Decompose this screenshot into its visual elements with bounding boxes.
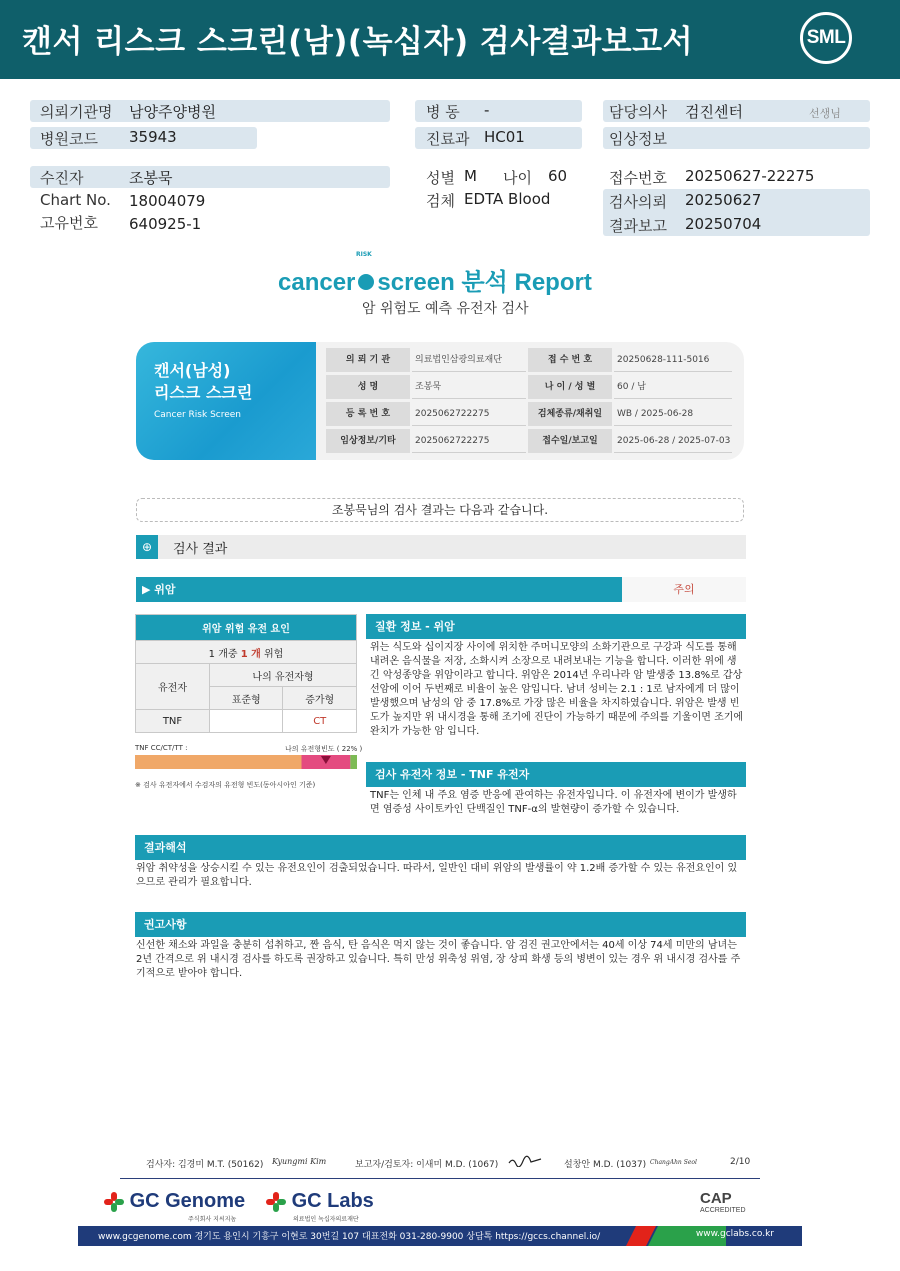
chart-value: 18004079: [129, 192, 206, 210]
freq-segment: [135, 755, 302, 769]
card-label: 등 록 번 호: [326, 402, 410, 426]
chart-label: Chart No.: [40, 191, 111, 209]
doctor-suffix: 선생님: [809, 107, 841, 120]
hospital-code-value: 35943: [129, 128, 177, 146]
recommendation-title: 권고사항: [135, 912, 746, 937]
request-value: 20250627: [685, 191, 762, 209]
page-number: 2/10: [730, 1157, 751, 1167]
tester-signature: Kyungmi Kim: [272, 1157, 327, 1166]
reporter-signature: [507, 1155, 543, 1167]
gene-name: TNF: [136, 710, 210, 733]
gc-genome-sub: 주식회사 지씨지놈: [188, 1216, 237, 1223]
age-value: 60: [548, 167, 568, 185]
card-value: WB / 2025-06-28: [614, 402, 732, 426]
gene-info-title: 검사 유전자 정보 - TNF 유전자: [366, 762, 746, 787]
clinical-label: 임상정보: [609, 130, 667, 148]
status-badge: 주의: [622, 577, 746, 602]
brand-subtitle: 암 위험도 예측 유전자 검사: [362, 301, 529, 317]
risk-count-total: 1 개중: [208, 648, 238, 660]
specimen-value: EDTA Blood: [464, 190, 551, 208]
card-value: 20250628-111-5016: [614, 348, 732, 372]
freq-segment: [350, 755, 357, 769]
report-header: [0, 0, 900, 79]
specimen-label: 검체: [426, 192, 455, 210]
footer-bar: [78, 1226, 802, 1246]
approver-signature: ChangAhn Seol: [650, 1159, 697, 1166]
card-subtitle: Cancer Risk Screen: [154, 410, 242, 420]
normal-header: 표준형: [210, 687, 283, 710]
gc-cross-icon: [266, 1192, 286, 1212]
gene-info-text: TNF는 인체 내 주요 염증 반응에 관여하는 유전자입니다. 이 유전자에 변이가 발생하면 염증성 사이토카인 단백질인 TNF-α의 발현량이 증가할 수 있습니다.: [370, 790, 737, 815]
increased-header: 증가형: [283, 687, 357, 710]
footer-address: www.gcgenome.com 경기도 용인시 기흥구 이현로 30번길 107 대표전화 031-280-9900 상담톡 https://gccs.channel.io/: [98, 1232, 601, 1242]
risk-factor-table: [135, 614, 357, 733]
doctor-label: 담당의사: [609, 103, 667, 121]
card-label: 임상정보/기타: [326, 429, 410, 453]
cap-logo: [700, 1190, 746, 1214]
sml-logo: SML: [800, 12, 852, 64]
ward-label: 병 동: [426, 103, 460, 121]
my-freq-label: 나의 유전형빈도 ( 22% ): [285, 745, 363, 753]
hospital-code-label: 병원코드: [40, 130, 98, 148]
card-label: 성 명: [326, 375, 410, 399]
card-label: 접수일/보고일: [528, 429, 612, 453]
card-title: [154, 360, 252, 404]
recommendation-text: 신선한 채소와 과일을 충분히 섭취하고, 짠 음식, 탄 음식은 먹지 않는 것이 좋습니다. 암 검진 권고안에서는 40세 이상 74세 미만의 남녀는 2년 간격으로 위 내시경 검사를 하도록 권장하고 있습니다. 특히 만성 위축성 위염, 장 상피 화생 등의 병변이 있는 경우 위 내시경 검사를 주기적으로 받아야 합니다.: [136, 940, 741, 979]
card-value: 2025062722275: [412, 402, 526, 426]
my-genotype-header: 나의 유전자형: [210, 664, 357, 687]
sex-label: 성별: [426, 169, 455, 187]
card-value: 의료법인삼광의료재단: [412, 348, 526, 372]
gc-genome-logo: [104, 1190, 245, 1213]
footer-site[interactable]: www.gclabs.co.kr: [695, 1229, 774, 1239]
info-card: [136, 342, 744, 460]
gene-col-header: 유전자: [136, 664, 210, 710]
card-banner: [136, 342, 316, 460]
section-header: [136, 535, 746, 559]
intro-text: 조봉묵님의 검사 결과는 다음과 같습니다.: [136, 498, 744, 522]
normal-value: [210, 710, 283, 733]
card-value: 조봉묵: [412, 375, 526, 399]
receipt-label: 접수번호: [609, 169, 667, 187]
report-title: 캔서 리스크 스크린(남)(녹십자) 검사결과보고서: [22, 24, 694, 60]
brand-report: 분석 Report: [461, 269, 592, 296]
brand-screen: screen: [377, 269, 455, 296]
brand-cancer: cancer: [278, 269, 356, 296]
tester: 검사자: 김경미 M.T. (50162): [146, 1160, 264, 1170]
stomach-cancer-bar: ▶ 위암: [136, 577, 622, 602]
report-label: 결과보고: [609, 217, 667, 235]
receipt-value: 20250627-22275: [685, 167, 815, 185]
institution-label: 의뢰기관명: [40, 103, 113, 121]
card-label: 의 뢰 기 관: [326, 348, 410, 372]
footer-divider: [120, 1178, 760, 1179]
cap-sub: ACCREDITED: [700, 1207, 746, 1214]
examinee-label: 수진자: [40, 169, 84, 187]
interpretation-text: 위암 취약성을 상승시킬 수 있는 유전요인이 검출되었습니다. 따라서, 일반인 대비 위암의 발생률이 약 1.2배 증가할 수 있는 유전요인이 있으므로 관리가 필요합니다.: [136, 863, 738, 888]
approver: 설창안 M.D. (1037): [564, 1160, 647, 1170]
cancer-screen-logo: [278, 262, 592, 297]
ward-value: -: [484, 101, 490, 119]
gc-genome-text: GC Genome: [129, 1190, 246, 1212]
card-value: 2025062722275: [412, 429, 526, 453]
report-value: 20250704: [685, 215, 762, 233]
gc-cross-icon: [104, 1192, 124, 1212]
card-value: 2025-06-28 / 2025-07-03: [614, 429, 732, 453]
interpretation-title: 결과해석: [135, 835, 746, 860]
gc-labs-text: GC Labs: [291, 1190, 374, 1212]
examinee-value: 조봉묵: [129, 169, 173, 187]
genotype-frequency-bar: [135, 755, 357, 769]
cap-text: CAP: [700, 1190, 732, 1207]
risk-table-header: 위암 위험 유전 요인: [136, 615, 357, 641]
disease-info-text: 위는 식도와 십이지장 사이에 위치한 주머니모양의 소화기관으로 구강과 식도를 통해 내려온 음식물을 저장, 소화시켜 소장으로 내려보내는 기능을 합니다. 이러한 위에 생긴 악성종양을 위암이라고 합니다. 위암은 2014년 우리나라 암 발생중 13.8%로 갑상선암에 이어 두번째로 비율이 높은 암입니다. 남녀 성비는 2.1 : 1로 남자에게 더 많이 발생했으며 남성의 암 중 17.8%로 가장 많은 비율을 차지하였습니다. 위암은 발생 빈도가 높지만 위 내시경을 통해 조기에 진단이 가능하기 때문에 주의를 기울이면 조기에 완치가 가능한 암 입니다.: [370, 642, 744, 737]
doctor-value: 검진센터: [685, 103, 743, 121]
dept-label: 진료과: [426, 130, 470, 148]
risk-count-hit: 1 개: [240, 648, 261, 660]
section-title: 검사 결과: [173, 542, 228, 557]
institution-value: 남양주양병원: [129, 103, 216, 121]
card-value: 60 / 남: [614, 375, 732, 399]
sex-value: M: [464, 167, 477, 185]
examinee-row-bg: [30, 166, 390, 188]
gc-labs-sub: 의료법인 녹십자의료재단: [293, 1216, 359, 1223]
gc-labs-logo: [266, 1190, 374, 1213]
card-title-line2: 리스크 스크린: [154, 383, 253, 402]
risk-dot-icon: [358, 274, 374, 290]
reporter: 보고자/검토자: 이새미 M.D. (1067): [355, 1160, 499, 1170]
unique-value: 640925-1: [129, 215, 202, 233]
increased-value: CT: [283, 710, 357, 733]
dept-value: HC01: [484, 128, 525, 146]
card-title-line1: 캔서(남성): [154, 361, 231, 380]
disease-info-title: 질환 정보 - 위암: [366, 614, 746, 639]
freq-note: ※ 검사 유전자에서 수검자의 유전형 빈도(동아시아인 기준): [135, 781, 316, 789]
card-label: 나 이 / 성 별: [528, 375, 612, 399]
folder-plus-icon: ⊕: [136, 535, 158, 559]
freq-label: TNF CC/CT/TT :: [135, 744, 188, 752]
age-label: 나이: [503, 169, 532, 187]
card-label: 접 수 번 호: [528, 348, 612, 372]
card-label: 검체종류/채취일: [528, 402, 612, 426]
request-label: 검사의뢰: [609, 193, 667, 211]
unique-label: 고유번호: [40, 214, 98, 232]
risk-count-suffix: 위험: [264, 648, 284, 660]
brand-risk: RISK: [356, 251, 372, 258]
risk-count: [136, 641, 357, 664]
